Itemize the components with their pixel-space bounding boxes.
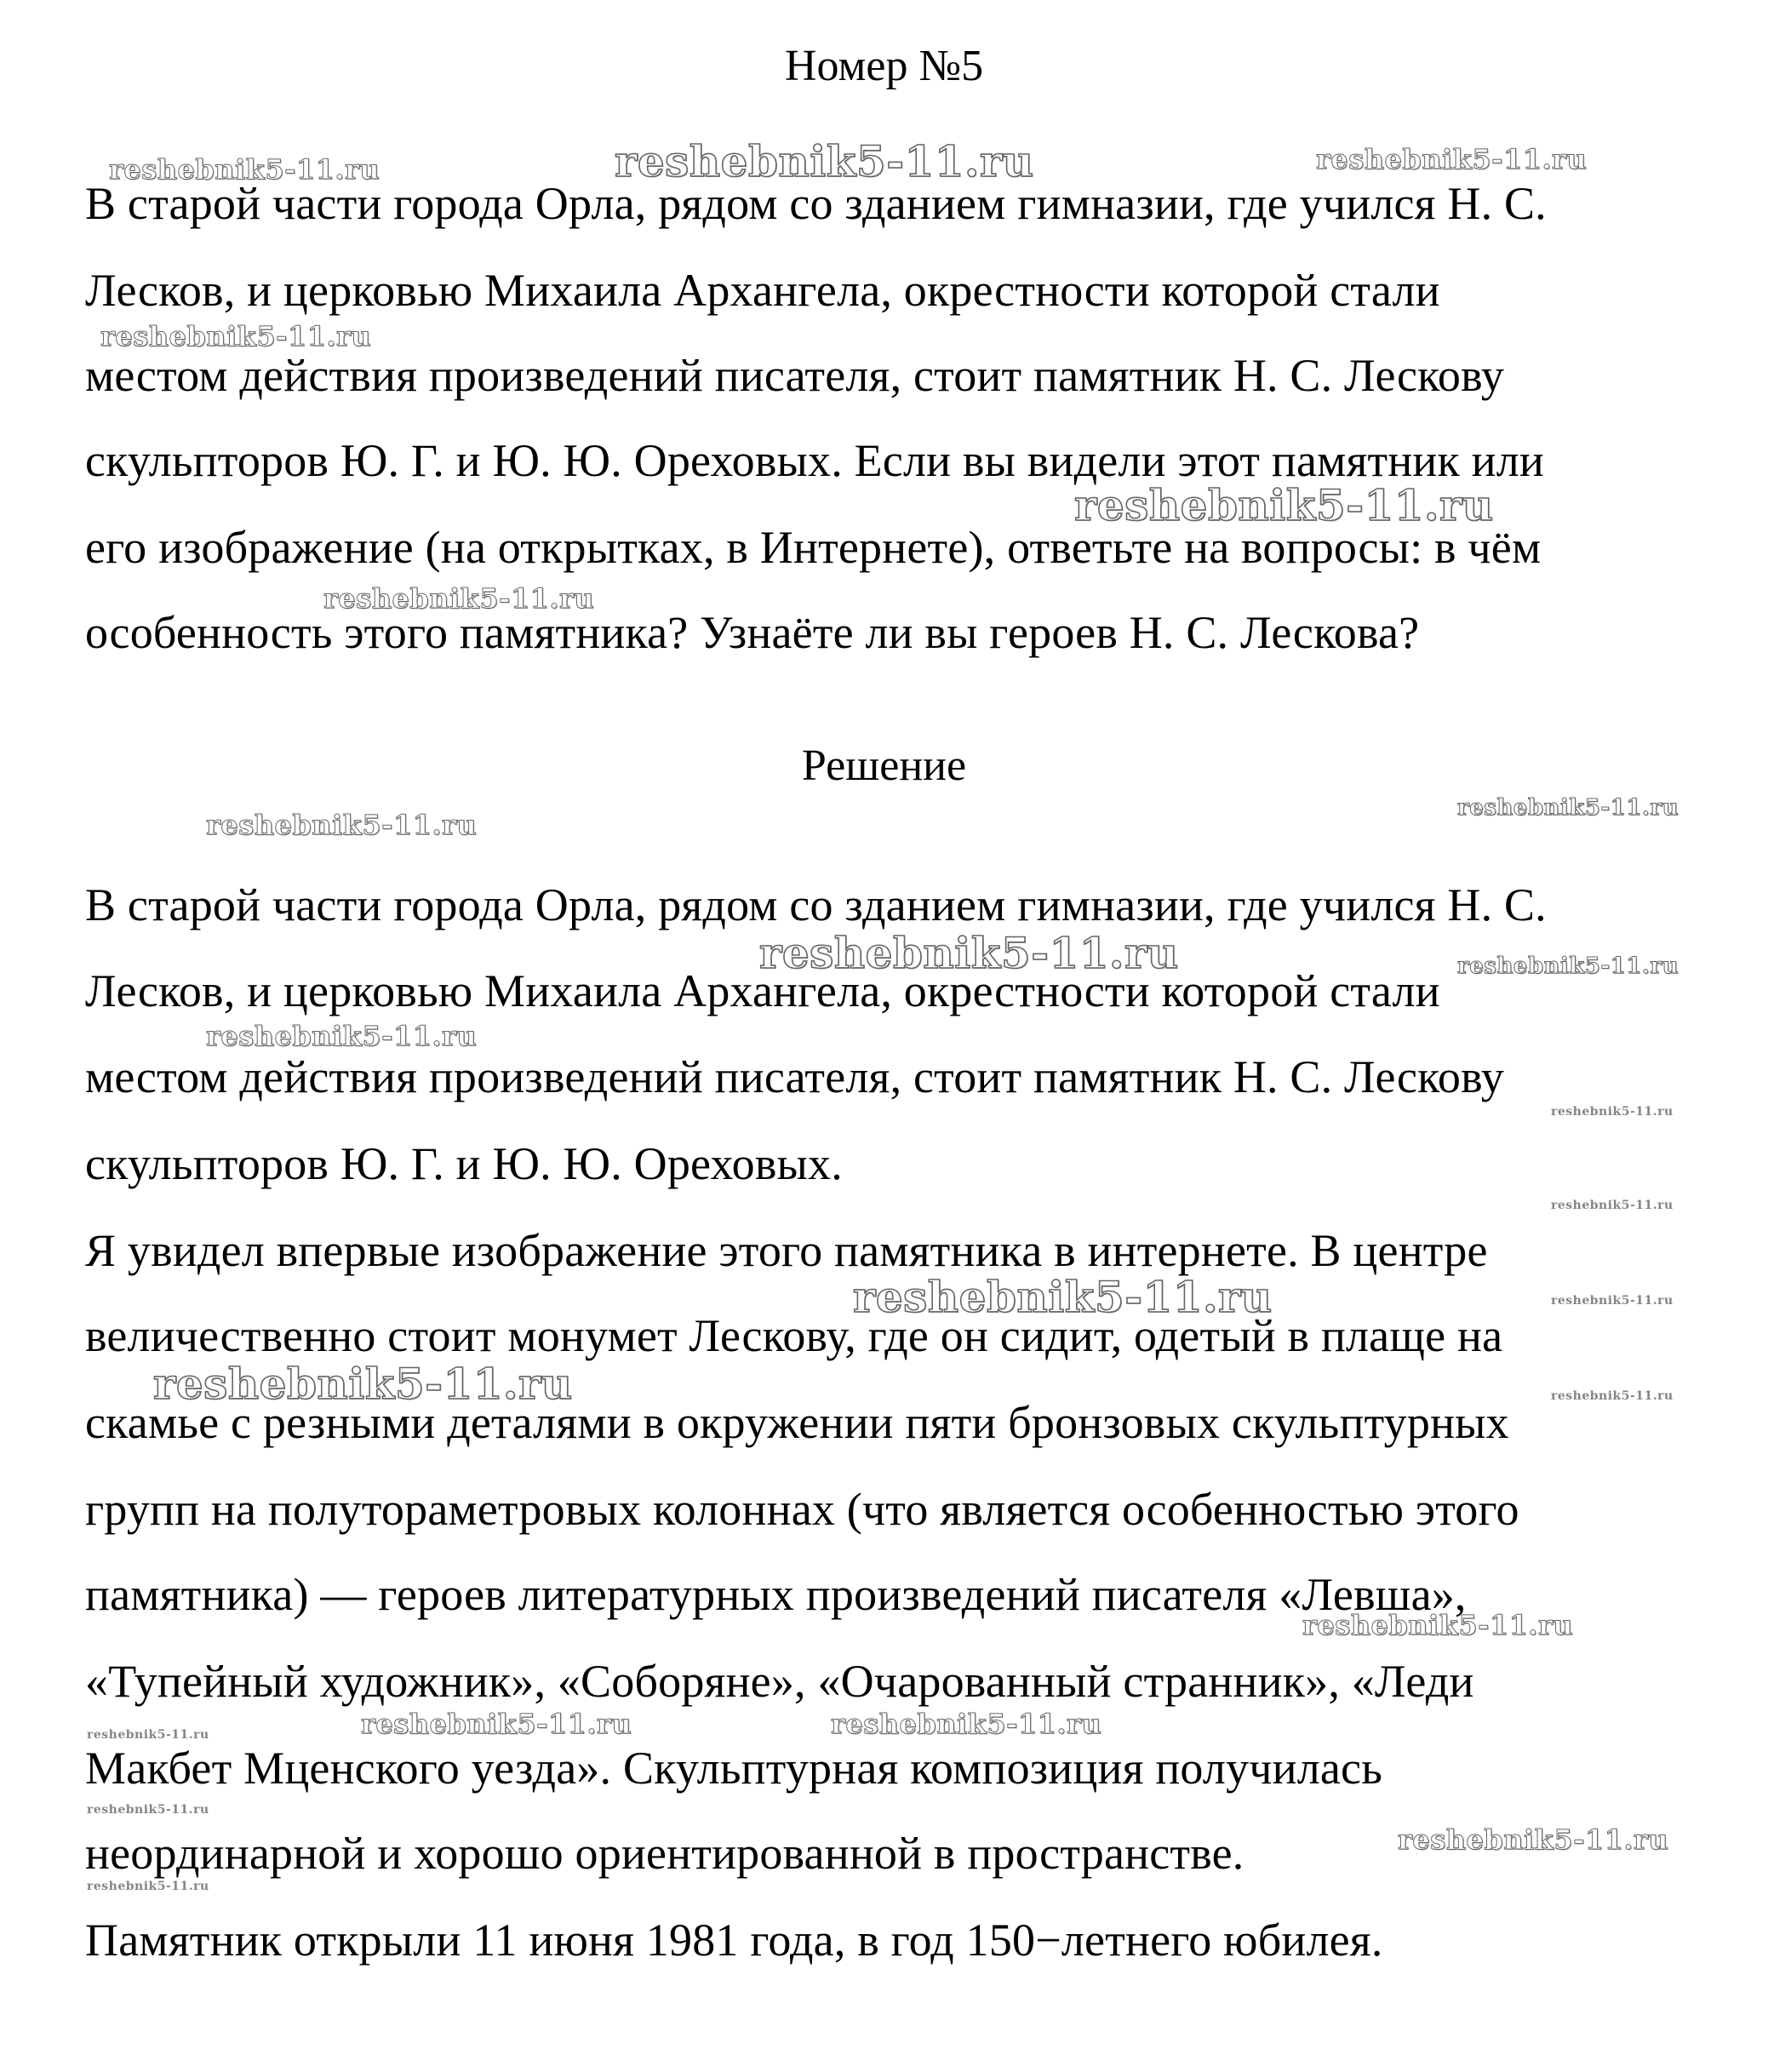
watermark: reshebnik5-11.ru [853, 1272, 1273, 1322]
solution-line: Я увидел впервые изображение этого памятника в интернете. В центре [85, 1225, 1488, 1276]
watermark: reshebnik5-11.ru [1551, 1199, 1674, 1212]
watermark: reshebnik5-11.ru [361, 1708, 632, 1740]
question-line: местом действия произведений писателя, стоит памятник Н. С. Лескову [85, 350, 1505, 401]
question-line: Лесков, и церковью Михаила Архангела, окрестности которой стали [85, 265, 1440, 316]
solution-line: скульпторов Ю. Г. и Ю. Ю. Ореховых. [85, 1138, 843, 1189]
watermark: reshebnik5-11.ru [615, 136, 1034, 186]
watermark: reshebnik5-11.ru [1551, 1105, 1674, 1119]
solution-line: скамье с резными деталями в окружении пяти бронзовых скульптурных [85, 1397, 1509, 1448]
watermark: reshebnik5-11.ru [87, 1803, 209, 1817]
watermark: reshebnik5-11.ru [100, 320, 372, 352]
solution-line: величественно стоит монумет Лескову, где он сидит, одетый в плаще на [85, 1310, 1503, 1361]
watermark: reshebnik5-11.ru [1457, 795, 1679, 821]
solution-line: групп на полутораметровых колоннах (что является особенностью этого [85, 1484, 1519, 1535]
watermark: reshebnik5-11.ru [1551, 1389, 1674, 1403]
watermark: reshebnik5-11.ru [831, 1708, 1102, 1740]
watermark: reshebnik5-11.ru [153, 1359, 573, 1409]
watermark: reshebnik5-11.ru [1302, 1609, 1574, 1641]
watermark: reshebnik5-11.ru [109, 153, 380, 186]
watermark: reshebnik5-11.ru [1074, 480, 1494, 530]
watermark: reshebnik5-11.ru [206, 1020, 478, 1052]
page-title: Номер №5 [784, 42, 984, 90]
watermark: reshebnik5-11.ru [87, 1728, 209, 1742]
watermark: reshebnik5-11.ru [759, 928, 1179, 978]
solution-line: Лесков, и церковью Михаила Архангела, окрестности которой стали [85, 965, 1440, 1016]
question-line: его изображение (на открытках, в Интернете), ответьте на вопросы: в чём [85, 522, 1542, 573]
watermark: reshebnik5-11.ru [1316, 143, 1588, 175]
question-line: особенность этого памятника? Узнаёте ли вы героев Н. С. Лескова? [85, 607, 1420, 658]
question-line: скульпторов Ю. Г. и Ю. Ю. Ореховых. Если вы видели этот памятник или [85, 435, 1544, 486]
solution-line: Макбет Мценского уезда». Скульптурная композиция получилась [85, 1743, 1383, 1794]
solution-heading: Решение [801, 741, 967, 790]
watermark: reshebnik5-11.ru [1398, 1823, 1669, 1856]
watermark: reshebnik5-11.ru [323, 582, 595, 615]
question-line: В старой части города Орла, рядом со зданием гимназии, где учился Н. С. [85, 178, 1547, 229]
solution-line: Памятник открыли 11 июня 1981 года, в год 150−летнего юбилея. [85, 1915, 1383, 1966]
solution-line: неординарной и хорошо ориентированной в пространстве. [85, 1828, 1244, 1879]
solution-line: местом действия произведений писателя, стоит памятник Н. С. Лескову [85, 1051, 1505, 1102]
solution-line: памятника) — героев литературных произведений писателя «Левша», [85, 1569, 1467, 1620]
watermark: reshebnik5-11.ru [1457, 953, 1679, 979]
solution-line: В старой части города Орла, рядом со зданием гимназии, где учился Н. С. [85, 879, 1547, 930]
solution-line: «Тупейный художник», «Соборяне», «Очарованный странник», «Леди [85, 1656, 1474, 1707]
watermark: reshebnik5-11.ru [87, 1880, 209, 1893]
watermark: reshebnik5-11.ru [1551, 1294, 1674, 1308]
watermark: reshebnik5-11.ru [206, 809, 478, 841]
